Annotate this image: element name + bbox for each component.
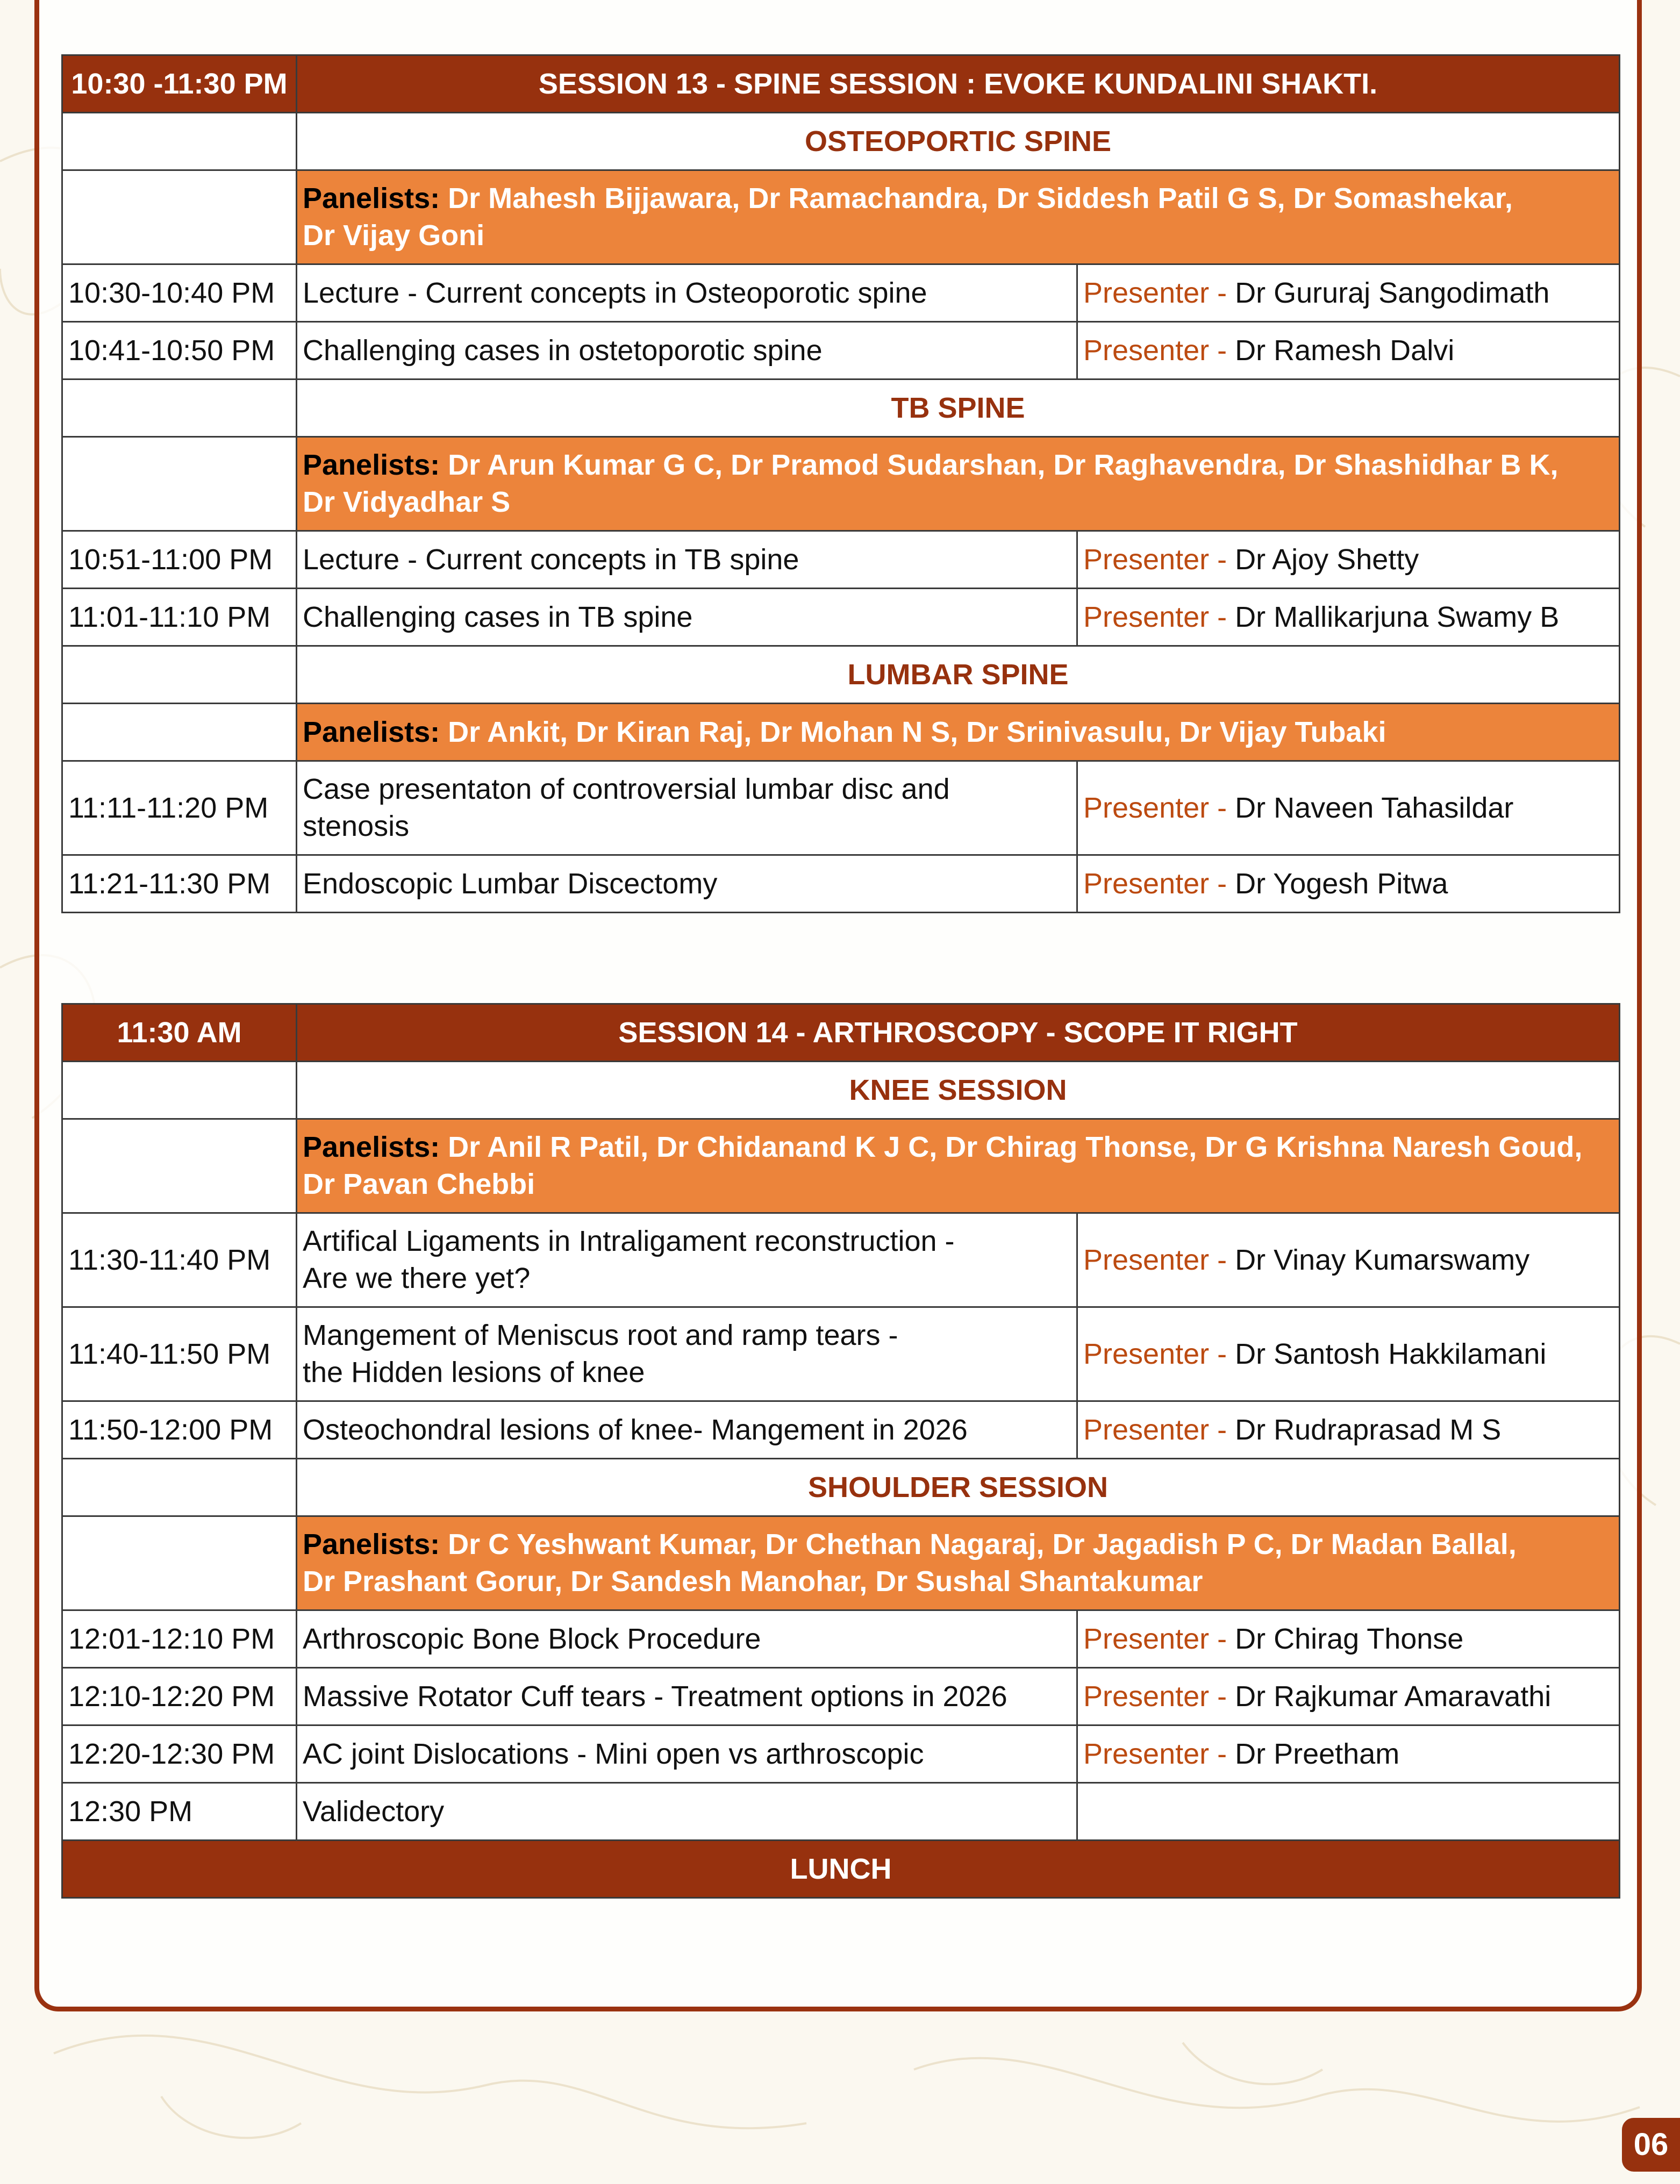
talk-title: Endoscopic Lumbar Discectomy xyxy=(297,855,1077,913)
subsection-row xyxy=(62,379,1620,437)
panelists-names: Dr Mahesh Bijjawara, Dr Ramachandra, Dr Siddesh Patil G S, Dr Somashekar, xyxy=(448,182,1513,214)
presenter-name: Dr Yogesh Pitwa xyxy=(1235,867,1448,900)
talk-row xyxy=(62,1213,1620,1307)
talk-time: 11:50-12:00 PM xyxy=(62,1401,297,1459)
talk-presenter xyxy=(1077,1213,1620,1307)
talk-presenter xyxy=(1077,589,1620,646)
talk-time: 12:01-12:10 PM xyxy=(62,1610,297,1668)
panelists-names-cont: Dr Prashant Gorur, Dr Sandesh Manohar, Dr Sushal Shantakumar xyxy=(303,1565,1203,1598)
talk-row xyxy=(62,589,1620,646)
presenter-label: Presenter - xyxy=(1083,1413,1227,1446)
presenter-label: Presenter - xyxy=(1083,276,1227,309)
talk-time: 10:41-10:50 PM xyxy=(62,322,297,379)
presenter-label: Presenter - xyxy=(1083,791,1227,824)
talk-time: 11:01-11:10 PM xyxy=(62,589,297,646)
talk-time: 11:11-11:20 PM xyxy=(62,761,297,855)
panelists-cell xyxy=(297,1516,1620,1610)
talk-presenter xyxy=(1077,855,1620,913)
empty-cell xyxy=(62,113,297,170)
empty-cell xyxy=(62,1516,297,1610)
empty-cell xyxy=(62,1459,297,1516)
panelists-names: Dr Anil R Patil, Dr Chidanand K J C, Dr Chirag Thonse, Dr G Krishna Naresh Goud, xyxy=(448,1131,1583,1163)
presenter-name: Dr Rajkumar Amaravathi xyxy=(1235,1680,1552,1713)
presenter-label: Presenter - xyxy=(1083,867,1227,900)
talk-title: Arthroscopic Bone Block Procedure xyxy=(297,1610,1077,1668)
talk-presenter xyxy=(1077,1725,1620,1783)
session-13-table xyxy=(61,54,1620,913)
presenter-label: Presenter - xyxy=(1083,1243,1227,1276)
panelists-names: Dr Arun Kumar G C, Dr Pramod Sudarshan, Dr Raghavendra, Dr Shashidhar B K, xyxy=(448,449,1559,481)
panelists-label: Panelists: xyxy=(303,449,440,481)
subsection-heading: SHOULDER SESSION xyxy=(297,1459,1620,1516)
talk-row xyxy=(62,761,1620,855)
talk-time: 11:30-11:40 PM xyxy=(62,1213,297,1307)
talk-time: 11:21-11:30 PM xyxy=(62,855,297,913)
talk-time: 11:40-11:50 PM xyxy=(62,1307,297,1401)
presenter-name: Dr Santosh Hakkilamani xyxy=(1235,1337,1547,1370)
talk-row xyxy=(62,1725,1620,1783)
subsection-heading: LUMBAR SPINE xyxy=(297,646,1620,704)
closing-time: 12:30 PM xyxy=(62,1783,297,1841)
talk-time: 12:10-12:20 PM xyxy=(62,1668,297,1725)
lunch-label: LUNCH xyxy=(62,1841,1620,1898)
subsection-row xyxy=(62,1459,1620,1516)
talk-row xyxy=(62,1610,1620,1668)
panelists-label: Panelists: xyxy=(303,1528,440,1560)
empty-cell xyxy=(62,1062,297,1119)
subsection-heading: KNEE SESSION xyxy=(297,1062,1620,1119)
subsection-row xyxy=(62,646,1620,704)
talk-presenter xyxy=(1077,322,1620,379)
presenter-name: Dr Rudraprasad M S xyxy=(1235,1413,1502,1446)
presenter-label: Presenter - xyxy=(1083,334,1227,367)
session-13-header-row xyxy=(62,55,1620,113)
panelists-cell xyxy=(297,704,1620,761)
panelists-label: Panelists: xyxy=(303,715,440,748)
talk-title-line2: the Hidden lesions of knee xyxy=(303,1356,645,1388)
panelists-row xyxy=(62,1119,1620,1213)
panelists-row xyxy=(62,170,1620,264)
panelists-names-cont: Dr Vidyadhar S xyxy=(303,486,511,518)
presenter-label: Presenter - xyxy=(1083,1622,1227,1655)
panelists-label: Panelists: xyxy=(303,182,440,214)
presenter-name: Dr Gururaj Sangodimath xyxy=(1235,276,1550,309)
empty-cell xyxy=(62,379,297,437)
closing-row xyxy=(62,1783,1620,1841)
talk-title xyxy=(297,761,1077,855)
empty-cell xyxy=(62,437,297,531)
panelists-names: Dr Ankit, Dr Kiran Raj, Dr Mohan N S, Dr Srinivasulu, Dr Vijay Tubaki xyxy=(448,715,1386,748)
talk-title: Massive Rotator Cuff tears - Treatment options in 2026 xyxy=(297,1668,1077,1725)
talk-title: Challenging cases in TB spine xyxy=(297,589,1077,646)
session-14-table xyxy=(61,1003,1620,1899)
empty-cell xyxy=(62,646,297,704)
talk-title xyxy=(297,1213,1077,1307)
talk-row xyxy=(62,531,1620,589)
talk-presenter xyxy=(1077,531,1620,589)
session-14-time: 11:30 AM xyxy=(62,1004,297,1062)
talk-title-line1: Case presentaton of controversial lumbar disc and xyxy=(303,773,950,805)
presenter-name: Dr Ajoy Shetty xyxy=(1235,543,1419,576)
talk-presenter xyxy=(1077,264,1620,322)
session-13-title: SESSION 13 - SPINE SESSION : EVOKE KUNDALINI SHAKTI. xyxy=(297,55,1620,113)
presenter-name: Dr Preetham xyxy=(1235,1737,1400,1770)
talk-title: Challenging cases in ostetoporotic spine xyxy=(297,322,1077,379)
presenter-name: Dr Naveen Tahasildar xyxy=(1235,791,1514,824)
panelists-row xyxy=(62,1516,1620,1610)
talk-title-line1: Mangement of Meniscus root and ramp tears - xyxy=(303,1319,898,1351)
presenter-label: Presenter - xyxy=(1083,1680,1227,1713)
presenter-label: Presenter - xyxy=(1083,1337,1227,1370)
talk-row xyxy=(62,1307,1620,1401)
presenter-name: Dr Chirag Thonse xyxy=(1235,1622,1464,1655)
panelists-cell xyxy=(297,1119,1620,1213)
page-number: 06 xyxy=(1622,2118,1680,2172)
lunch-row xyxy=(62,1841,1620,1898)
subsection-row xyxy=(62,113,1620,170)
talk-presenter xyxy=(1077,1307,1620,1401)
panelists-names: Dr C Yeshwant Kumar, Dr Chethan Nagaraj, Dr Jagadish P C, Dr Madan Ballal, xyxy=(448,1528,1517,1560)
panelists-names-cont: Dr Pavan Chebbi xyxy=(303,1168,535,1200)
talk-presenter xyxy=(1077,1668,1620,1725)
talk-row xyxy=(62,855,1620,913)
talk-title xyxy=(297,1307,1077,1401)
talk-title-line1: Artifical Ligaments in Intraligament reconstruction - xyxy=(303,1225,955,1257)
empty-cell xyxy=(62,704,297,761)
talk-row xyxy=(62,1668,1620,1725)
presenter-label: Presenter - xyxy=(1083,600,1227,633)
panelists-cell xyxy=(297,170,1620,264)
panelists-names-cont: Dr Vijay Goni xyxy=(303,219,485,252)
panelists-cell xyxy=(297,437,1620,531)
talk-title-line2: stenosis xyxy=(303,810,410,842)
panelists-row xyxy=(62,437,1620,531)
talk-presenter xyxy=(1077,1401,1620,1459)
session-13-time: 10:30 -11:30 PM xyxy=(62,55,297,113)
presenter-label: Presenter - xyxy=(1083,543,1227,576)
presenter-name: Dr Mallikarjuna Swamy B xyxy=(1235,600,1560,633)
empty-cell xyxy=(62,1119,297,1213)
talk-presenter xyxy=(1077,1610,1620,1668)
subsection-row xyxy=(62,1062,1620,1119)
talk-title: AC joint Dislocations - Mini open vs arthroscopic xyxy=(297,1725,1077,1783)
presenter-label: Presenter - xyxy=(1083,1737,1227,1770)
talk-title: Lecture - Current concepts in TB spine xyxy=(297,531,1077,589)
talk-title: Osteochondral lesions of knee- Mangement in 2026 xyxy=(297,1401,1077,1459)
talk-time: 10:51-11:00 PM xyxy=(62,531,297,589)
talk-time: 10:30-10:40 PM xyxy=(62,264,297,322)
empty-cell xyxy=(62,170,297,264)
talk-title-line2: Are we there yet? xyxy=(303,1262,531,1294)
empty-cell xyxy=(1077,1783,1620,1841)
talk-row xyxy=(62,264,1620,322)
talk-presenter xyxy=(1077,761,1620,855)
presenter-name: Dr Ramesh Dalvi xyxy=(1235,334,1455,367)
subsection-heading: OSTEOPORTIC SPINE xyxy=(297,113,1620,170)
closing-label: Validectory xyxy=(297,1783,1077,1841)
panelists-label: Panelists: xyxy=(303,1131,440,1163)
panelists-row xyxy=(62,704,1620,761)
talk-time: 12:20-12:30 PM xyxy=(62,1725,297,1783)
talk-row xyxy=(62,322,1620,379)
presenter-name: Dr Vinay Kumarswamy xyxy=(1235,1243,1530,1276)
session-14-header-row xyxy=(62,1004,1620,1062)
session-14-title: SESSION 14 - ARTHROSCOPY - SCOPE IT RIGHT xyxy=(297,1004,1620,1062)
talk-title: Lecture - Current concepts in Osteoporotic spine xyxy=(297,264,1077,322)
talk-row xyxy=(62,1401,1620,1459)
subsection-heading: TB SPINE xyxy=(297,379,1620,437)
